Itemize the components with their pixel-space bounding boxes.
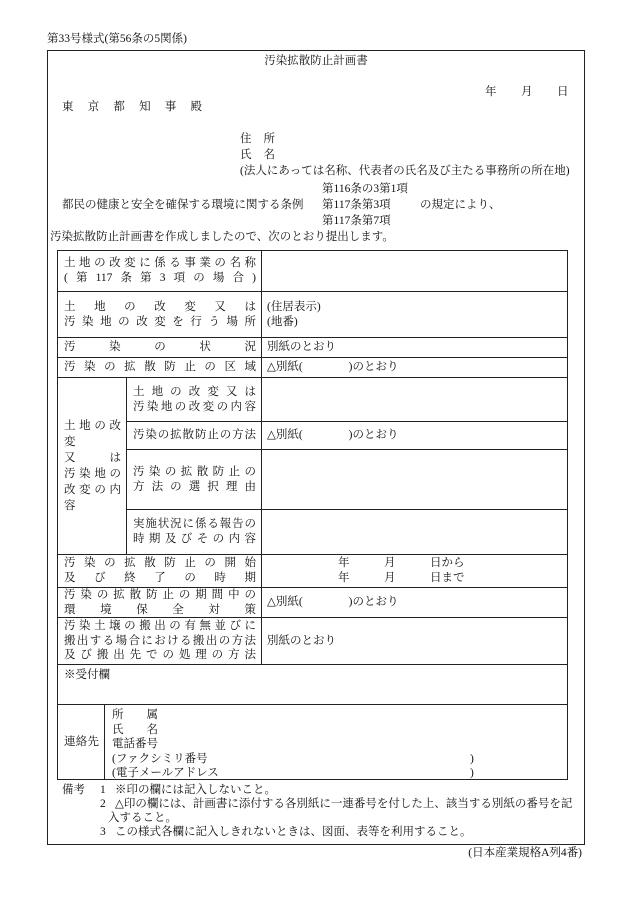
label-line: 土地の改変又は <box>133 385 256 398</box>
value-text: △別紙( )のとおり <box>267 429 399 441</box>
date-year: 年 <box>485 86 497 98</box>
reception-field <box>58 665 567 705</box>
label-line: 汚染の状況 <box>64 341 256 353</box>
schedule-label <box>58 555 262 588</box>
schedule-end-date: 年 月 日まで <box>338 572 465 584</box>
contamination-status-value <box>262 338 567 358</box>
value-text: 別紙のとおり <box>267 341 336 353</box>
report-timing-value <box>262 510 567 555</box>
label-line: 土地の改変 <box>64 420 121 448</box>
label-line: 及び終了の時期 <box>64 572 256 584</box>
report-timing-label <box>127 510 262 555</box>
schedule-start-date: 年 月 日から <box>338 557 465 569</box>
statute-ordinance: 都民の健康と安全を確保する環境に関する条例 <box>62 199 304 211</box>
contact-details <box>105 705 567 779</box>
remark-text: △印の欄には、計画書に添付する各別紙に一連番号を付した上、該当する別紙の番号を記入すること。 <box>108 798 573 824</box>
remarks-heading: 備考 <box>62 784 85 796</box>
label-line: 搬出する場合における搬出の方法 <box>64 634 256 647</box>
contact-email-close: ) <box>470 767 474 779</box>
label-line: 汚染の拡散防止の開始 <box>64 557 256 569</box>
prevention-method-value <box>262 422 567 450</box>
statute-article-3: 第117条第7項 <box>322 215 391 227</box>
contact-phone-label: 電話番号 <box>112 738 158 750</box>
environmental-measures-label <box>58 588 262 618</box>
soil-removal-label <box>58 618 262 665</box>
contact-name-label: 氏名 <box>112 723 158 736</box>
prevention-area-value <box>262 358 567 378</box>
remarks <box>62 783 582 839</box>
addressee: 東京都知事殿 <box>62 101 202 113</box>
alteration-details-label <box>58 378 127 555</box>
contact-department-line <box>112 708 562 723</box>
project-name-value <box>262 251 567 292</box>
paper-size-note: (日本産業規格A列4番) <box>468 847 582 859</box>
contact-phone-line <box>112 737 562 752</box>
remark-item <box>62 825 582 839</box>
label-line: 汚染土壌の搬出の有無並びに <box>64 620 256 633</box>
remark-number: 1 <box>100 784 106 796</box>
label-line: 汚染地の改変を行う場所 <box>64 315 256 328</box>
contact-label-cell <box>58 705 105 779</box>
environmental-measures-value <box>262 588 567 618</box>
form-number: 第33号様式(第56条の5関係) <box>47 33 187 45</box>
label-line: 及び搬出先での処理の方法 <box>64 649 256 662</box>
remark-number: 2 <box>100 798 106 810</box>
remark-item <box>62 783 582 797</box>
label-line: 実施状況に係る報告の <box>133 518 256 530</box>
schedule-value <box>262 555 567 588</box>
label-line: 土地の改変又は <box>64 300 256 313</box>
method-selection-reason-label <box>127 450 262 510</box>
statute-article-2: 第117条第3項 <box>322 199 391 211</box>
submission-statement: 汚染拡散防止計画書を作成しましたので、次のとおり提出します。 <box>50 231 394 243</box>
method-selection-reason-value <box>262 450 567 510</box>
form-title: 汚染拡散防止計画書 <box>264 55 368 67</box>
label-line: 汚染地の改変の内容 <box>133 400 256 413</box>
label-line: 汚染地の <box>64 468 121 480</box>
statute-suffix: の規定により、 <box>420 199 501 211</box>
label-line: 汚染の拡散防止の方法 <box>133 429 256 441</box>
site-location-label <box>58 292 262 338</box>
label-line: 土地の改変に係る事業の名称 <box>64 257 256 269</box>
date-month: 月 <box>521 86 533 98</box>
label-line: 方法の選択理由 <box>133 480 256 493</box>
label-line: (第117条第3項の場合) <box>64 272 256 284</box>
contact-name-line <box>112 723 562 738</box>
contamination-status-label <box>58 338 262 358</box>
alteration-content-label <box>127 378 262 422</box>
statute-article-1: 第116条の3第1項 <box>322 183 408 195</box>
contact-fax-label: (ファクシミリ番号 <box>112 752 208 765</box>
applicant-address-label: 住所 <box>240 133 275 145</box>
applicant-corporate-note: (法人にあっては名称、代表者の氏名及び主たる事務所の所在地) <box>240 165 570 177</box>
value-text: △別紙( )のとおり <box>267 361 399 373</box>
contact-email-label: (電子メールアドレス <box>112 767 219 779</box>
contact-fax-close: ) <box>470 752 474 765</box>
label-line: 又は <box>64 452 121 464</box>
plan-table <box>57 250 568 780</box>
contact-department-label: 所属 <box>112 709 158 721</box>
contact-email-line <box>112 766 562 781</box>
value-text: △別紙( )のとおり <box>267 596 399 608</box>
label-line: 改変の内容 <box>64 484 121 512</box>
remark-item <box>62 797 582 825</box>
soil-removal-value <box>262 618 567 665</box>
reception-label: ※受付欄 <box>64 669 110 681</box>
contact-label: 連絡先 <box>64 735 99 748</box>
site-lot-number: (地番) <box>267 315 298 328</box>
site-location-value <box>262 292 567 338</box>
label-line: 汚染の拡散防止の区域 <box>64 361 256 373</box>
remark-text: ※印の欄には記入しないこと。 <box>115 784 276 796</box>
site-residential-address: (住居表示) <box>267 300 321 313</box>
label-line: 環境保全対策 <box>64 603 256 616</box>
label-line: 汚染の拡散防止の <box>133 465 256 478</box>
alteration-content-value <box>262 378 567 422</box>
remark-number: 3 <box>100 826 106 838</box>
value-text: 別紙のとおり <box>267 634 336 647</box>
project-name-label <box>58 251 262 292</box>
label-line: 汚染の拡散防止の期間中の <box>64 588 256 601</box>
date-day: 日 <box>557 86 569 98</box>
prevention-method-label <box>127 422 262 450</box>
prevention-area-label <box>58 358 262 378</box>
applicant-name-label: 氏名 <box>240 149 275 161</box>
remark-text: この様式各欄に記入しきれないときは、図面、表等を利用すること。 <box>115 826 472 838</box>
label-line: 時期及びその内容 <box>133 533 256 545</box>
contact-fax-line <box>112 752 562 767</box>
